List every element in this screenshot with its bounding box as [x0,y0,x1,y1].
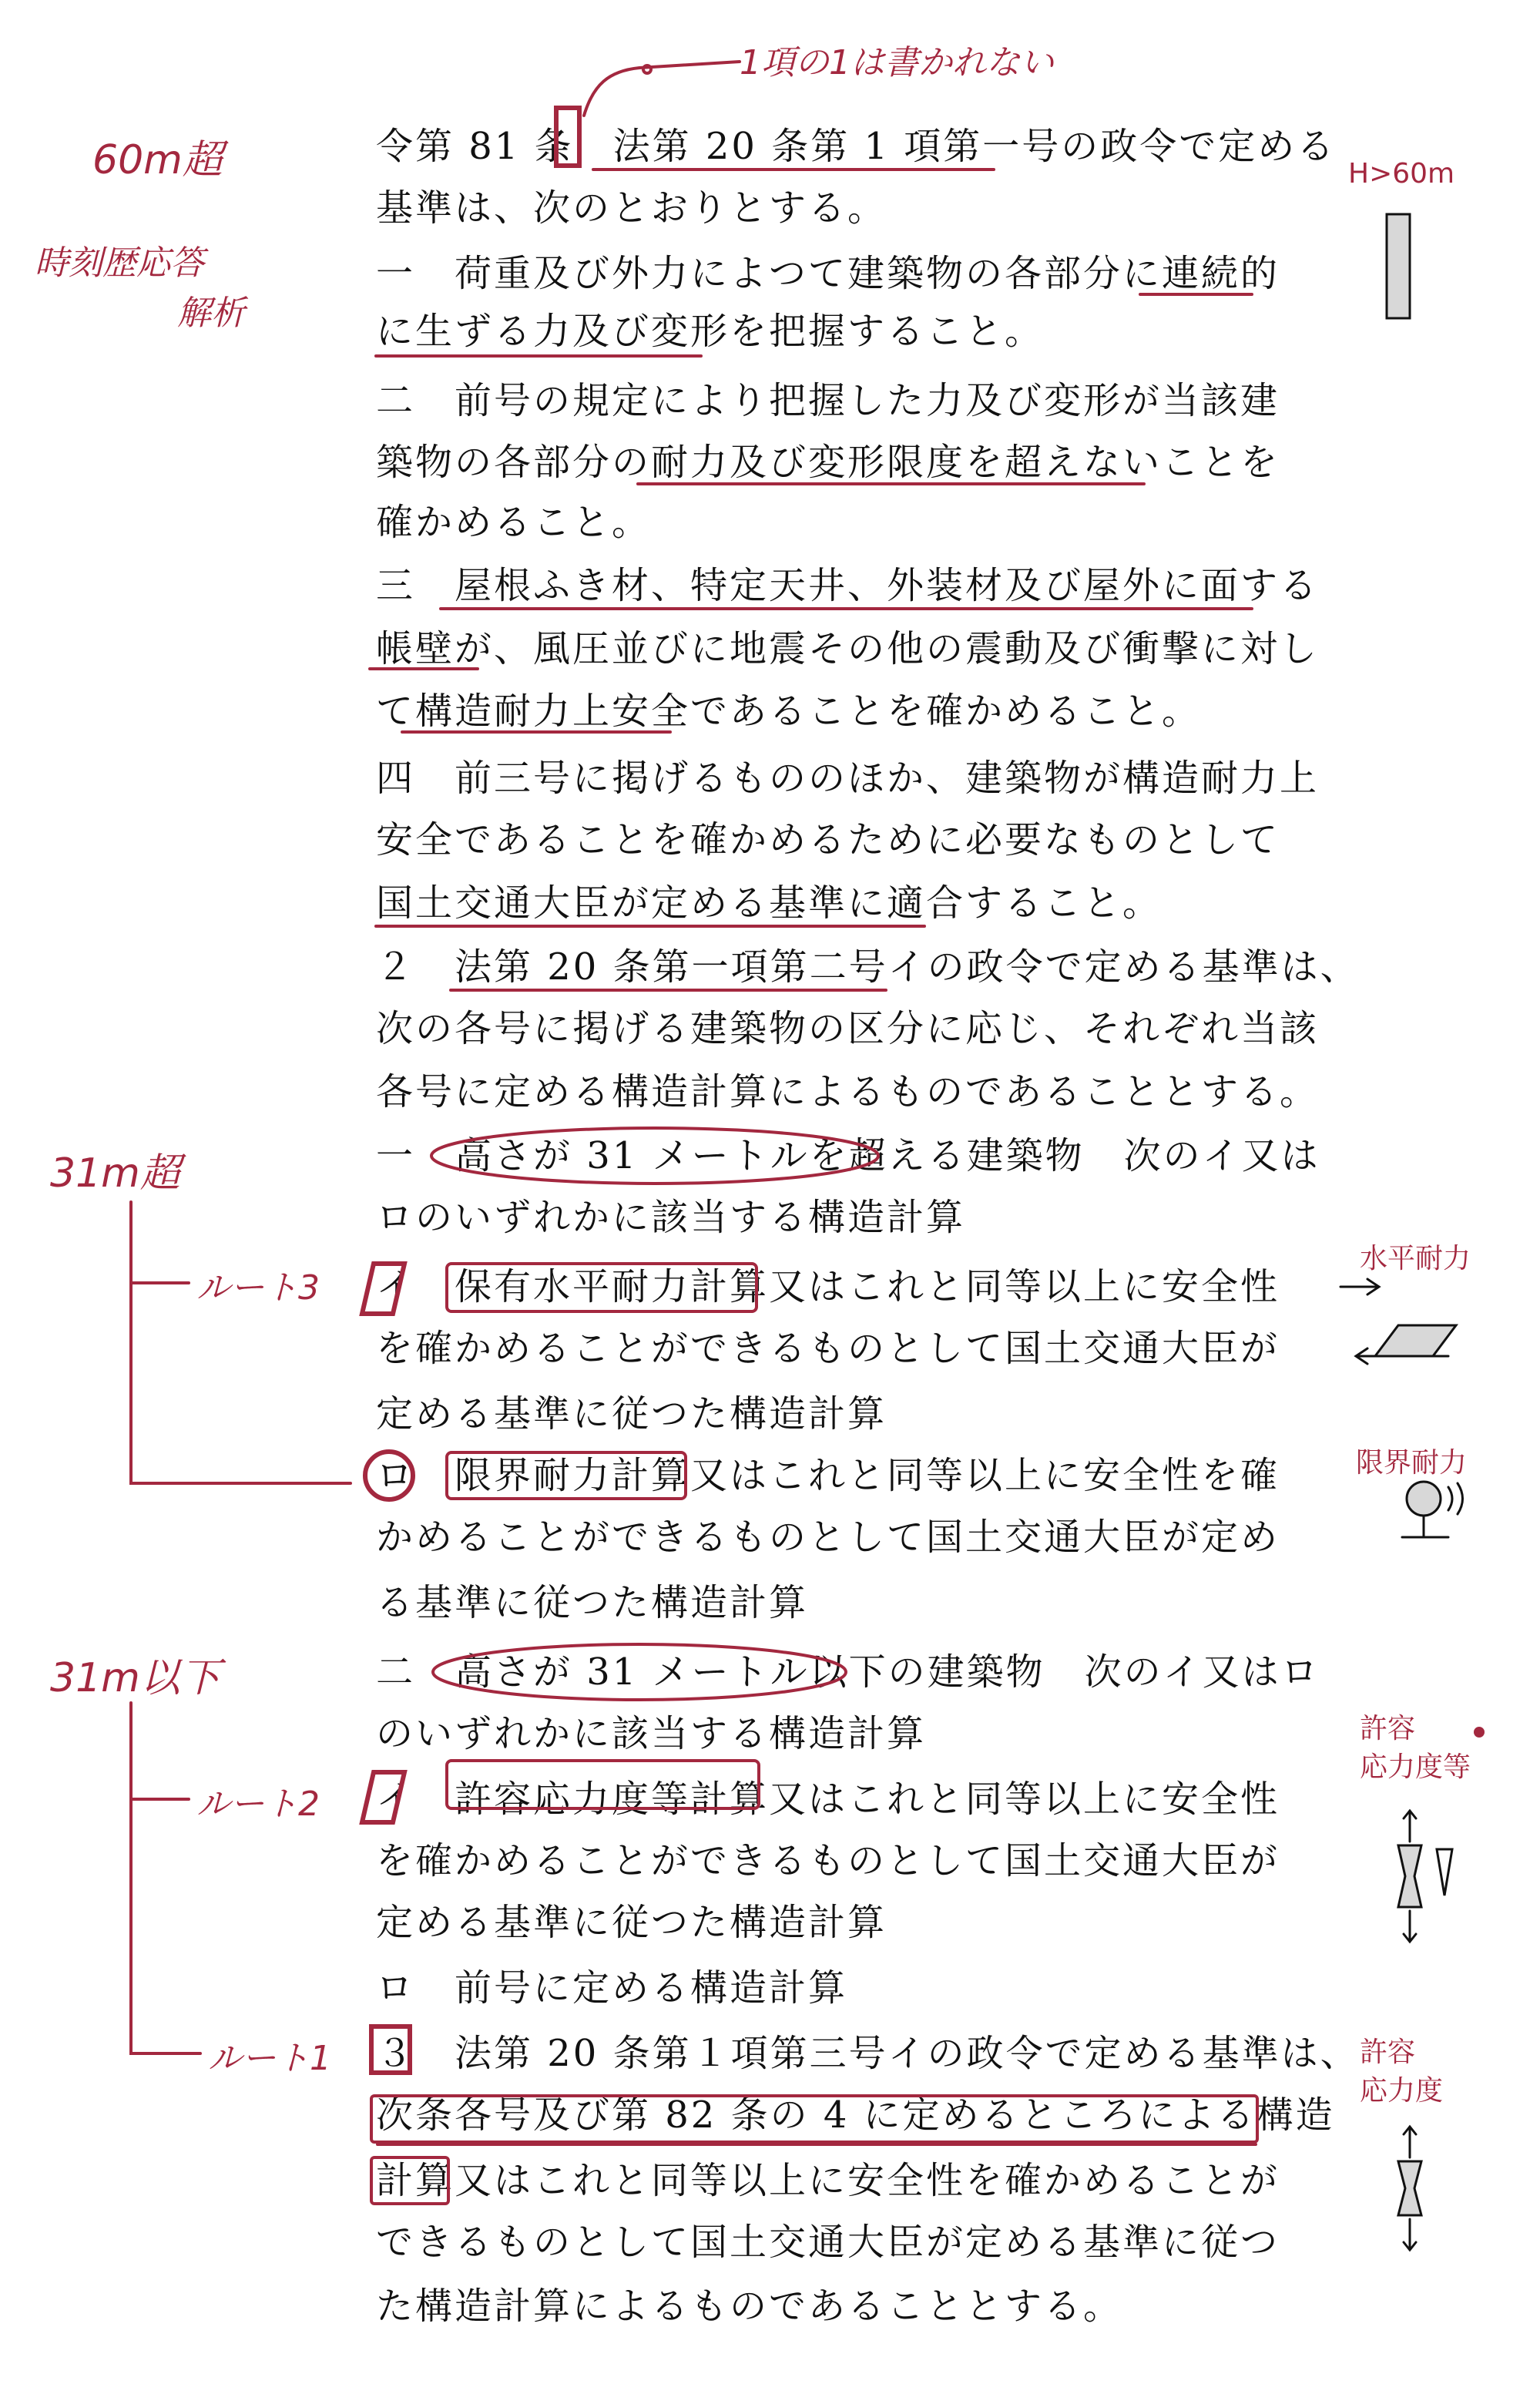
label-allowable-2a: 許容 [1360,2036,1416,2068]
text-line: 計算又はこれと同等以上に安全性を確かめることが [376,2159,1280,2202]
text-line: 安全であることを確かめるために必要なものとして [376,818,1280,861]
text-line: 二 前号の規定により把握した力及び変形が当該建 [376,379,1280,422]
label-route-2: ルート2 [196,1785,320,1824]
label-31m-or-less: 31m以下 [50,1655,220,1701]
text-line: 国土交通大臣が定める基準に適合すること。 [376,881,1163,925]
text-line: を確かめることができるものとして国土交通大臣が [376,1327,1280,1370]
label-analysis: 解析 [177,294,245,333]
label-limit-strength: 限界耐力 [1356,1447,1468,1479]
text-line: 二 高さが 31 メートル以下の建築物 次のイ又はロ [376,1650,1320,1694]
text-line: て構造耐力上安全であることを確かめること。 [376,690,1202,733]
text-line: 四 前三号に掲げるもののほか、建築物が構造耐力上 [376,757,1320,800]
label-horizontal-strength: 水平耐力 [1360,1243,1471,1274]
text-line: ３ 法第 20 条第１項第三号イの政令で定める基準は、 [376,2032,1360,2075]
label-over-31m: 31m超 [50,1150,180,1197]
text-line: 一 高さが 31 メートルを超える建築物 次のイ又は [376,1134,1320,1177]
text-line: 確かめること。 [376,501,652,544]
text-line: 次の各号に掲げる建築物の区分に応じ、それぞれ当該 [376,1007,1320,1050]
callout-note: 1項の1は書かれない [740,43,1054,82]
text-line: 三 屋根ふき材、特定天井、外装材及び屋外に面する [376,564,1320,607]
text-line: に生ずる力及び変形を把握すること。 [376,310,1045,353]
text-line: 令第 81 条 法第 20 条第 1 項第一号の政令で定める [376,125,1337,168]
text-line: ロ 限界耐力計算又はこれと同等以上に安全性を確 [376,1454,1280,1497]
text-line: 各号に定める構造計算によるものであることとする。 [376,1070,1320,1113]
text-line: 次条各号及び第 82 条の 4 に定めるところによる構造 [376,2094,1335,2137]
text-line: できるものとして国土交通大臣が定める基準に従つ [376,2221,1280,2264]
text-line: ロのいずれかに該当する構造計算 [376,1196,966,1239]
text-line: ロ 前号に定める構造計算 [376,1966,848,2010]
text-line: かめることができるものとして国土交通大臣が定め [376,1516,1280,1559]
label-allowable-2b: 応力度 [1360,2075,1444,2107]
text-line: ２ 法第 20 条第一項第二号イの政令で定める基準は、 [376,945,1360,989]
text-line: た構造計算によるものであることとする。 [376,2285,1123,2328]
label-allowable-1b: 応力度等 [1360,1751,1471,1783]
label-route-1: ルート1 [208,2039,331,2078]
text-line: 一 荷重及び外力によつて建築物の各部分に連続的 [376,252,1280,295]
text-line: 築物の各部分の耐力及び変形限度を超えないことを [376,441,1280,484]
text-line: イ 保有水平耐力計算又はこれと同等以上に安全性 [376,1265,1280,1308]
text-line: 定める基準に従つた構造計算 [376,1901,887,1944]
label-route-3: ルート3 [196,1268,320,1308]
label-allowable-1a: 許容 [1360,1713,1416,1744]
label-time-history: 時刻歴応答 [35,243,204,283]
label-over-60m: 60m超 [92,137,223,183]
text-line: 帳壁が、風圧並びに地震その他の震動及び衝撃に対し [376,627,1320,670]
text-line: 定める基準に従つた構造計算 [376,1392,887,1435]
text-line: を確かめることができるものとして国土交通大臣が [376,1839,1280,1882]
text-line: イ 許容応力度等計算又はこれと同等以上に安全性 [376,1778,1280,1821]
label-height-gt-60m: H>60m [1348,158,1455,190]
text-line: 基準は、次のとおりとする。 [376,186,887,230]
text-line: る基準に従つた構造計算 [376,1581,809,1624]
text-line: のいずれかに該当する構造計算 [376,1712,927,1755]
